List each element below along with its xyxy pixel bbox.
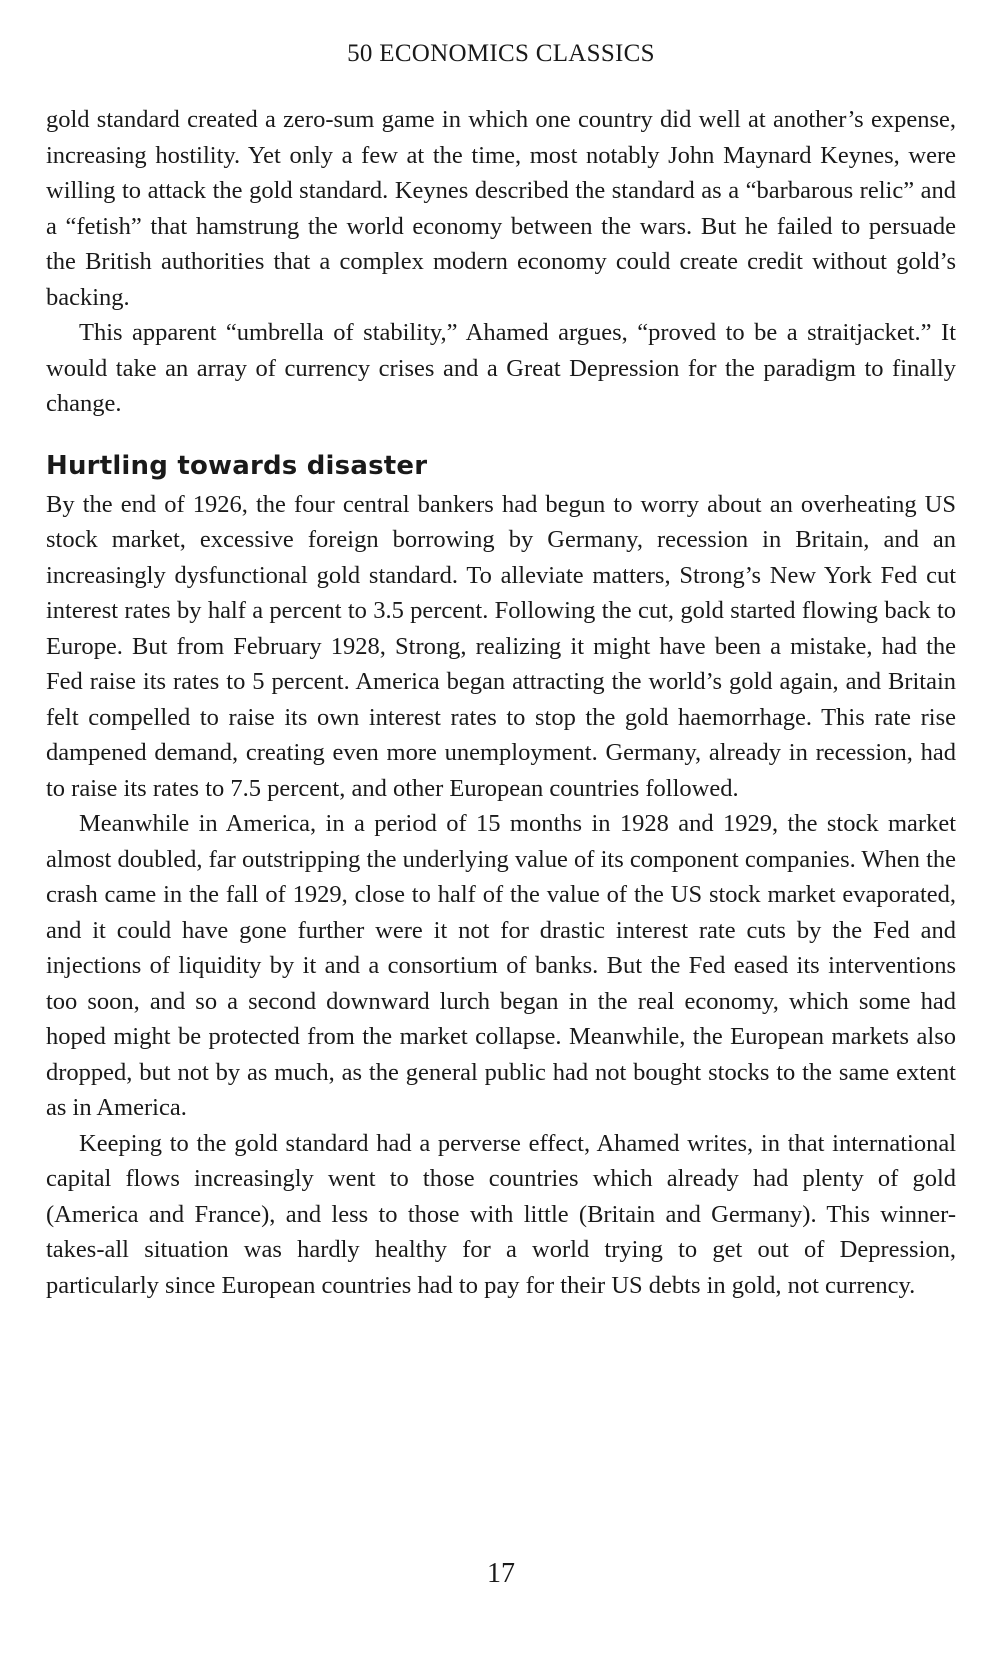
section-heading: Hurtling towards disaster [46,450,428,481]
paragraph: Keeping to the gold standard had a perverse effect, Ahamed writes, in that international capital flows increasingly went to those countries which already had plenty of gold (America and France), and less to those with little (Britain and Germany). This winner-takes-all situation was hardly healthy for a world trying to get out of Depression, particularly since European countries had to pay for their US debts in gold, not currency. [46,1129,956,1299]
book-page [46,0,956,1676]
page-number: 17 [487,1558,515,1589]
body-text [46,102,956,1303]
paragraph: By the end of 1926, the four central bankers had begun to worry about an overheating US stock market, excessive foreign borrowing by Germany, recession in Britain, and an increasingly dysfunctional gold standard. To alleviate matters, Strong’s New York Fed cut interest rates by half a percent to 3.5 percent. Following the cut, gold started flowing back to Europe. But from February 1928, Strong, realizing it might have been a mistake, had the Fed raise its rates to 5 percent. America began attracting the world’s gold again, and Britain felt compelled to raise its own interest rates to stop the gold haemorrhage. This rate rise dampened demand, creating even more unemployment. Germany, already in recession, had to raise its rates to 7.5 percent, and other European countries followed. [46,490,956,802]
paragraph: Meanwhile in America, in a period of 15 months in 1928 and 1929, the stock market almost doubled, far outstripping the underlying value of its component companies. When the crash came in the fall of 1929, close to half of the value of the US stock market evaporated, and it could have gone further were it not for drastic interest rate cuts by the Fed and injections of liquidity by it and a consortium of banks. But the Fed eased its interventions too soon, and so a second downward lurch began in the real economy, which some had hoped might be protected from the market collapse. Meanwhile, the European markets also dropped, but not by as much, as the general public had not bought stocks to the same extent as in America. [46,810,956,1121]
running-head: 50 ECONOMICS CLASSICS [347,40,655,67]
paragraph: This apparent “umbrella of stability,” Ahamed argues, “proved to be a straitjacket.” It would take an array of currency crises and a Great Depression for the paradigm to finally change. [46,319,956,417]
paragraph-continued: gold standard created a zero-sum game in which one country did well at another’s expense, increasing hostility. Yet only a few at the time, most notably John Maynard Keynes, were willing to attack the gold standard. Keynes described the standard as a “barbarous relic” and a “fetish” that hamstrung the world economy between the wars. But he failed to persuade the British authorities that a complex modern economy could create credit without gold’s backing. [46,106,956,311]
